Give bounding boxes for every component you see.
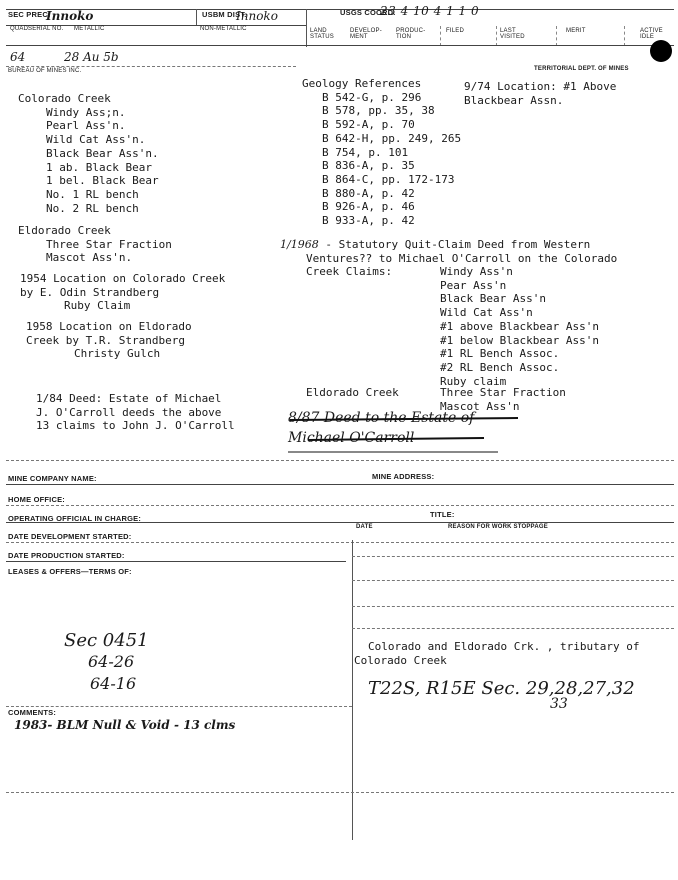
location-line: Ruby Claim xyxy=(64,299,131,313)
claim-item: No. 1 RL bench xyxy=(46,187,139,201)
claim-item: Pear Ass'n xyxy=(440,278,507,292)
header-rule xyxy=(6,45,674,46)
reason-column-header: REASON FOR WORK STOPPAGE xyxy=(448,524,548,530)
handwritten-code-2: 64-16 xyxy=(90,674,137,693)
operating-official-label: OPERATING OFFICIAL IN CHARGE: xyxy=(8,514,142,523)
deed-1968-date: 1/1968 xyxy=(280,238,319,251)
geology-ref: B 926-A, p. 46 xyxy=(322,200,415,214)
quad-label: QUAD. xyxy=(10,26,31,32)
eldorado-creek-claims xyxy=(18,224,172,265)
punch-hole xyxy=(650,40,672,62)
claim-item: #1 RL Bench Assoc. xyxy=(440,347,560,361)
location-1958 xyxy=(26,320,192,361)
date-development-started-label: DATE DEVELOPMENT STARTED: xyxy=(8,532,132,541)
handwritten-comment: 1983- BLM Null & Void - 13 clms xyxy=(14,718,236,732)
merit-label: MERIT xyxy=(566,28,586,34)
geology-ref: B 864-C, pp. 172-173 xyxy=(322,172,455,186)
mine-company-name-label: MINE COMPANY NAME: xyxy=(8,474,97,483)
claim-item: Wild Cat Ass'n xyxy=(440,306,533,320)
date-column-header: DATE xyxy=(356,524,373,530)
location-line: 1958 Location on Eldorado xyxy=(26,320,192,333)
usbm-dist-value: Innoko xyxy=(236,9,278,23)
bureau-label: BUREAU OF MINES INC. xyxy=(8,68,82,74)
tributary-line: Colorado and Eldorado Crk. , tributary of xyxy=(368,640,640,653)
claim-item: #2 RL Bench Assoc. xyxy=(440,360,560,374)
deed-line: 13 claims to John J. O'Carroll xyxy=(36,419,235,433)
deed-line: - Statutory Quit-Claim Deed from Western xyxy=(325,238,591,251)
land-status-label: LAND STATUS xyxy=(310,28,334,40)
handwritten-deed-text: 8/87 Deed to the Estate of Michael O'Carroll xyxy=(288,410,475,446)
title-label: TITLE: xyxy=(430,510,455,519)
colorado-creek-claims xyxy=(18,92,159,215)
location-line: Creek by T.R. Strandberg xyxy=(26,333,185,347)
group-title: Colorado Creek xyxy=(18,92,111,105)
claim-item: Mascot Ass'n. xyxy=(46,251,133,265)
quad-value: 64 xyxy=(10,50,26,64)
geology-ref: B 933-A, p. 42 xyxy=(322,214,415,228)
development-label: DEVELOP- MENT xyxy=(350,28,382,40)
header-divider xyxy=(196,9,197,26)
geology-title: Geology References xyxy=(302,77,422,90)
location-line: by E. Odin Strandberg xyxy=(20,285,160,299)
creek-claims-label: Creek Claims: xyxy=(306,265,393,278)
handwritten-sec-number: Sec 0451 xyxy=(64,630,149,651)
active-idle-label: ACTIVE IDLE xyxy=(640,28,663,40)
claim-item: Pearl Ass'n. xyxy=(46,119,126,133)
eldorado-label: Eldorado Creek xyxy=(306,386,399,399)
location-1974 xyxy=(464,80,616,107)
claim-item: No. 2 RL bench xyxy=(46,201,139,215)
production-label: PRODUC- TION xyxy=(396,28,426,40)
strike-through-marks xyxy=(288,408,528,454)
deed-1968 xyxy=(280,238,617,265)
leases-offers-label: LEASES & OFFERS—TERMS OF: xyxy=(8,567,132,576)
claim-item: #1 below Blackbear Ass'n xyxy=(440,333,599,347)
usgs-coord-value: 23 4 10 4 1 1 0 xyxy=(380,4,480,18)
geology-ref: B 880-A, p. 42 xyxy=(322,186,415,200)
handwritten-township-2: 33 xyxy=(550,696,568,712)
claim-item: 1 bel. Black Bear xyxy=(46,174,159,188)
nonmetallic-label: NON-METALLIC xyxy=(200,26,247,32)
location-line: Christy Gulch xyxy=(74,347,161,361)
claim-item: Black Bear Ass'n xyxy=(440,292,546,306)
header-divider xyxy=(306,9,307,47)
mine-address-label: MINE ADDRESS: xyxy=(372,472,435,481)
claim-item: Ruby claim xyxy=(440,374,507,388)
handwritten-township: T22S, R15E Sec. 29,28,27,32 xyxy=(368,678,635,699)
geology-ref: B 836-A, p. 35 xyxy=(322,159,415,173)
claim-item: Windy Ass'n xyxy=(440,265,513,278)
metallic-label: METALLIC xyxy=(74,26,105,32)
geology-references xyxy=(302,77,461,228)
last-visited-label: LAST VISITED xyxy=(500,28,525,40)
deed-1984 xyxy=(36,392,235,433)
geology-ref: B 754, p. 101 xyxy=(322,145,409,159)
filed-label: FILED xyxy=(446,28,465,34)
deed-line: J. O'Carroll deeds the above xyxy=(36,405,222,419)
sec-prec-value: Innoko xyxy=(46,9,94,23)
claim-item: Black Bear Ass'n. xyxy=(46,146,159,160)
date-received: 28 Au 5b xyxy=(64,50,119,64)
tributary-line: Colorado Creek xyxy=(354,653,447,667)
home-office-label: HOME OFFICE: xyxy=(8,495,65,504)
usgs-coord-label: USGS COORD. xyxy=(340,8,396,17)
handwritten-code-1: 64-26 xyxy=(88,652,135,671)
deed-line: Ventures?? to Michael O'Carroll on the Colorado xyxy=(306,251,618,265)
claim-item: Wild Cat Ass'n. xyxy=(46,133,146,147)
serial-label: SERIAL NO. xyxy=(28,26,64,32)
location-line: Blackbear Assn. xyxy=(464,93,564,107)
handwritten-deed-note xyxy=(288,408,528,454)
territorial-dept-label: TERRITORIAL DEPT. OF MINES xyxy=(534,66,629,72)
tributary-note xyxy=(354,640,640,667)
geology-ref: B 542-G, p. 296 xyxy=(322,90,422,104)
group-title: Eldorado Creek xyxy=(18,224,111,237)
claim-item: Mascot Ass'n xyxy=(440,399,520,413)
geology-ref: B 592-A, p. 70 xyxy=(322,118,415,132)
usbm-dist-label: USBM DIST. xyxy=(202,10,247,19)
form-vertical-divider xyxy=(352,540,353,840)
claim-item: Three Star Fraction xyxy=(440,386,566,399)
claim-item: Windy Ass;n. xyxy=(46,105,126,119)
location-line: 1954 Location on Colorado Creek xyxy=(20,272,226,285)
location-line: 9/74 Location: #1 Above xyxy=(464,80,617,93)
comments-label: COMMENTS: xyxy=(8,708,57,717)
date-production-started-label: DATE PRODUCTION STARTED: xyxy=(8,551,125,560)
creek-claims-list xyxy=(440,265,599,388)
geology-ref: B 578, pp. 35, 38 xyxy=(322,104,435,118)
claim-item: 1 ab. Black Bear xyxy=(46,160,152,174)
claim-item: #1 above Blackbear Ass'n xyxy=(440,319,599,333)
location-1954 xyxy=(20,272,225,313)
geology-ref: B 642-H, pp. 249, 265 xyxy=(322,131,462,145)
claim-item: Three Star Fraction xyxy=(46,237,172,251)
deed-line: 1/84 Deed: Estate of Michael xyxy=(36,392,222,405)
sec-prec-label: SEC PREC: xyxy=(8,10,51,19)
